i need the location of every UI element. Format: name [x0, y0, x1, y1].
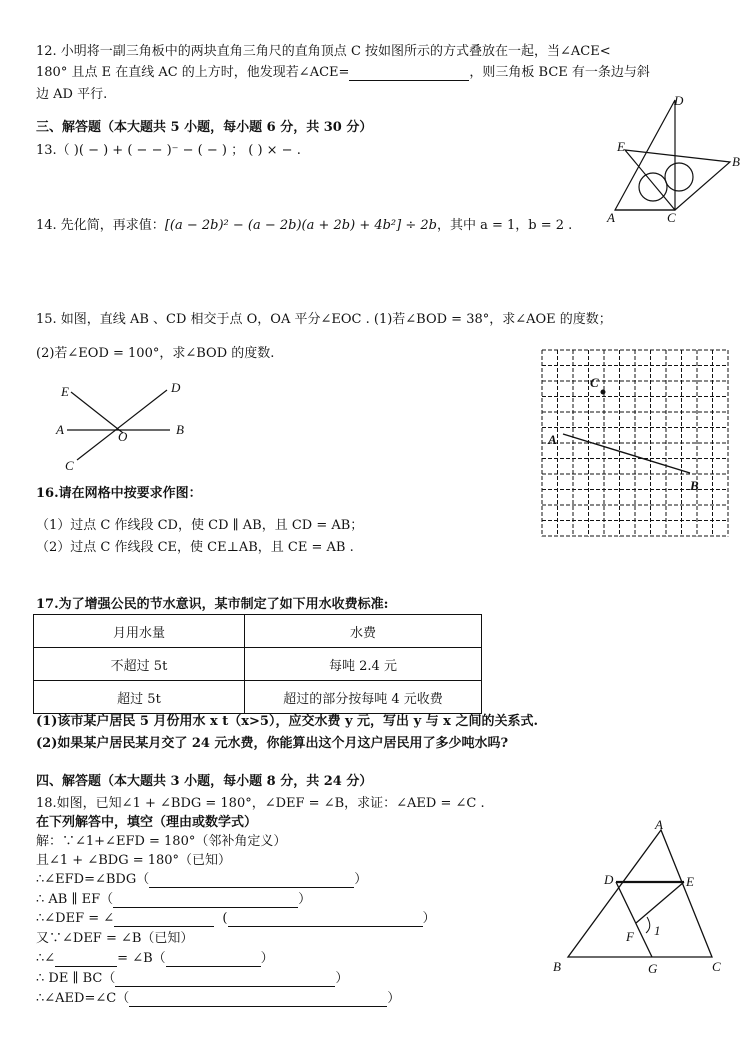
q18-blank-4[interactable]: [228, 913, 423, 927]
q18-close: ）: [260, 951, 274, 966]
q18-blank-1[interactable]: [149, 874, 354, 888]
q18-line1: 18.如图，已知∠1 + ∠BDG = 180°，∠DEF = ∠B，求证：∠AED = ∠C .: [36, 796, 485, 811]
q18-line5: [36, 872, 367, 888]
q18-line9: [36, 951, 274, 967]
q18-label-1: 1: [654, 923, 661, 938]
section-4-heading: 四、解答题（本大题共 3 小题，每小题 8 分，共 24 分）: [36, 774, 373, 789]
q18-line4: 且∠1 + ∠BDG = 180°（已知）: [36, 853, 232, 868]
q18-line6: [36, 892, 311, 908]
section-3-heading: 三、解答题（本大题共 5 小题，每小题 6 分，共 30 分）: [36, 120, 373, 135]
table-cell: 不超过 5t: [34, 648, 245, 681]
q12-line2: [36, 65, 650, 81]
q16-label-b: B: [690, 478, 699, 493]
q18-line11-text: ∴∠AED=∠C（: [36, 991, 130, 1006]
q18-line5-text: ∴∠EFD=∠BDG（: [36, 872, 150, 887]
q14-expression: [(a − 2b)² − (a − 2b)(a + 2b) + 4b²] ÷ 2b: [164, 218, 437, 233]
q18-label-a: A: [655, 817, 663, 832]
q13: 13.（ )( − ) + ( − − )⁻ − ( − ) ； ( ) × − .: [36, 143, 301, 158]
q18-label-e: E: [686, 874, 694, 889]
q15-label-c: C: [65, 458, 74, 473]
q15-label-e: E: [61, 384, 69, 399]
table-cell: 超过的部分按每吨 4 元收费: [245, 681, 482, 714]
q18-blank-6[interactable]: [166, 953, 261, 967]
q16-grid-lines: [542, 350, 728, 537]
q18-line3: 解：∵∠1+∠EFD = 180°（邻补角定义）: [36, 834, 287, 849]
q18-close: ）: [298, 892, 312, 907]
q15-figure: [55, 378, 205, 473]
q17-item2: (2)如果某户居民某月交了 24 元水费，你能算出这个月这户居民用了多少吨水吗?: [36, 736, 509, 751]
table-cell: 超过 5t: [34, 681, 245, 714]
q12-line2-b: ，则三角板 BCE 有一条边与斜: [469, 65, 650, 80]
q18-figure: [550, 815, 735, 980]
table-header-row: [34, 615, 482, 648]
q12-label-b: B: [732, 154, 740, 169]
q12-line2-a: 180° 且点 E 在直线 AC 的上方时，他发现若∠ACE=: [36, 65, 350, 80]
q12-answer-blank[interactable]: [349, 67, 469, 81]
q15-line2: (2)若∠EOD = 100°，求∠BOD 的度数.: [36, 346, 275, 361]
table-header-cell: 月用水量: [34, 615, 245, 648]
q15-label-a: A: [56, 422, 64, 437]
table-cell: 每吨 2.4 元: [245, 648, 482, 681]
q18-label-f: F: [626, 929, 634, 944]
q17-title: 17.为了增强公民的节水意识，某市制定了如下用水收费标准:: [36, 597, 389, 612]
q16-label-c: C: [590, 375, 599, 390]
q18-label-d: D: [604, 872, 614, 887]
q18-line9-a: ∴∠: [36, 951, 56, 966]
q18-blank-5[interactable]: [55, 953, 117, 967]
q18-label-c: C: [712, 959, 721, 974]
table-row: [34, 648, 482, 681]
q16-item2: （2）过点 C 作线段 CE，使 CE⊥AB，且 CE = AB .: [36, 540, 354, 555]
q14-prefix: 14. 先化简，再求值：: [36, 218, 165, 233]
q18-label-g: G: [648, 961, 658, 976]
q14-suffix: ，其中 a = 1，b = 2 .: [436, 218, 573, 233]
q18-line8: 又∵∠DEF = ∠B（已知）: [36, 931, 194, 946]
q18-label-b: B: [553, 959, 561, 974]
q18-blank-3[interactable]: [114, 913, 214, 927]
q15-label-o: O: [118, 429, 128, 444]
q12-line1: 12. 小明将一副三角板中的两块直角三角尺的直角顶点 C 按如图所示的方式叠放在一起，当∠ACE<: [36, 44, 611, 59]
q18-close: ）: [422, 911, 436, 926]
q18-blank-2[interactable]: [113, 894, 298, 908]
q16-title: 16.请在网格中按要求作图：: [36, 486, 202, 501]
q12-label-a: A: [607, 210, 615, 225]
q16-point-c: [601, 390, 606, 395]
q16-grid-figure: [540, 348, 732, 538]
q18-blank-8[interactable]: [129, 993, 387, 1007]
q18-line6-text: ∴ AB ∥ EF（: [36, 892, 114, 907]
q18-close: ）: [354, 872, 368, 887]
q18-blank-7[interactable]: [115, 973, 335, 987]
q18-line7-text: ∴∠DEF = ∠: [36, 911, 115, 926]
q14: [36, 218, 572, 234]
q12-label-d: D: [674, 93, 684, 108]
water-fee-table: [33, 614, 482, 714]
q16-label-a: A: [548, 432, 557, 447]
q18-line10: [36, 971, 348, 987]
q15-label-d: D: [171, 380, 181, 395]
q15-line1: 15. 如图，直线 AB 、CD 相交于点 O，OA 平分∠EOC . (1)若∠BOD = 38°，求∠AOE 的度数；: [36, 312, 612, 327]
q18-line2: 在下列解答中，填空（理由或数学式）: [36, 815, 258, 830]
table-header-cell: 水费: [245, 615, 482, 648]
q18-line7: ∴∠DEF = ∠ ( ）: [36, 911, 436, 926]
q12-label-e: E: [617, 139, 625, 154]
table-row: [34, 681, 482, 714]
q16-item1: （1）过点 C 作线段 CD，使 CD ∥ AB，且 CD = AB；: [36, 518, 364, 533]
q15-label-b: B: [176, 422, 184, 437]
q18-close: ）: [387, 991, 401, 1006]
q18-line10-text: ∴ DE ∥ BC（: [36, 971, 116, 986]
q17-item1: (1)该市某户居民 5 月份用水 x t（x>5），应交水费 y 元，写出 y 与 x 之间的关系式.: [36, 714, 538, 729]
q12-label-c: C: [667, 210, 676, 225]
q18-line11: [36, 991, 400, 1007]
q18-line9-b: = ∠B（: [117, 951, 166, 966]
q12-figure: [605, 95, 745, 225]
q12-line3: 边 AD 平行.: [36, 87, 108, 102]
q18-close: ）: [335, 971, 349, 986]
